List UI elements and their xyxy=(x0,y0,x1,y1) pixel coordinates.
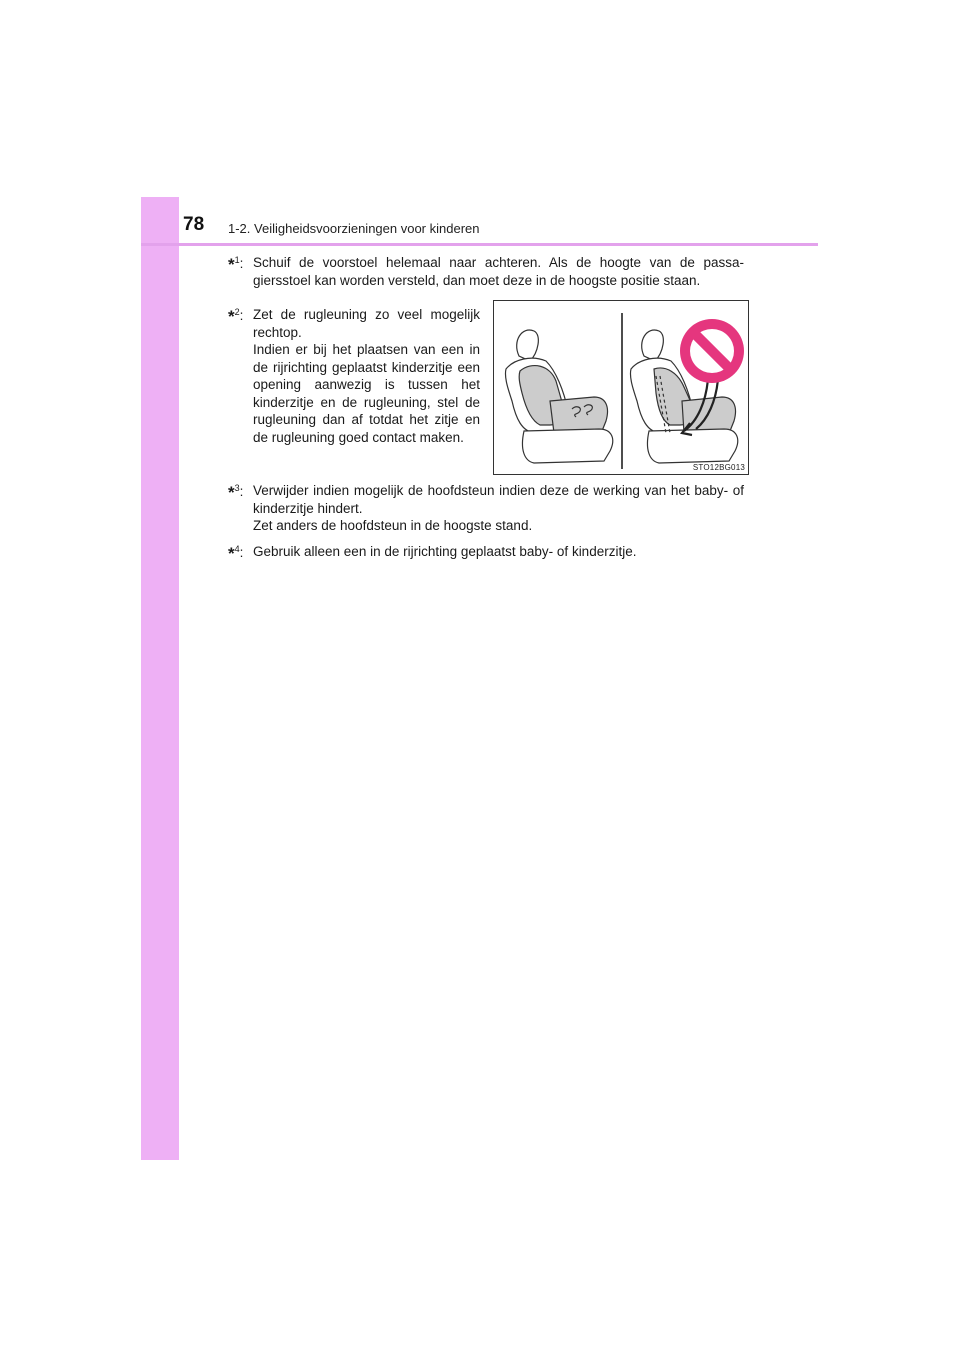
figure-code: STO12BG013 xyxy=(692,463,745,472)
note-2-marker: *$^2$: xyxy=(228,307,244,326)
note-3-text-2: Zet anders de hoofdsteun in de hoogste stand. xyxy=(253,518,533,533)
sidebar-tab xyxy=(141,197,179,1160)
header-divider xyxy=(141,243,818,246)
note-4-marker: *$^4$: xyxy=(228,544,244,563)
note-4 xyxy=(228,543,744,561)
section-title: 1-2. Veiligheidsvoorzieningen voor kinderen xyxy=(228,221,480,236)
note-1-text: Schuif de voorstoel helemaal naar achteren. Als de hoogte van de passa-giersstoel kan worden versteld, dan moet deze in de hoogste positie staan. xyxy=(253,255,744,288)
no-entry-icon xyxy=(680,319,744,383)
note-3-marker: *$^3$: xyxy=(228,483,244,502)
note-2 xyxy=(228,306,480,446)
upright-seat xyxy=(505,330,612,463)
note-2-text-2: Indien er bij het plaatsen van een in de rijrichting geplaatst kinderzitje een opening aanwezig is tussen het kinderzitje en de rugleuning, stel de rugleuning dan af totdat het zitje en de rugleuning goed contact maken. xyxy=(253,342,480,445)
note-3 xyxy=(228,482,744,535)
page-number: 78 xyxy=(183,214,205,235)
seat-illustration xyxy=(493,300,749,475)
seat-drawing xyxy=(494,301,750,476)
note-1 xyxy=(228,254,744,289)
note-2-text-1: Zet de rugleuning zo veel mogelijk rechtop. xyxy=(253,307,480,340)
note-1-marker: *$^1$: xyxy=(228,255,244,274)
note-4-text: Gebruik alleen een in de rijrichting geplaatst baby- of kinderzitje. xyxy=(253,544,637,559)
note-3-text-1: Verwijder indien mogelijk de hoofdsteun indien deze de werking van het baby- of kinderzitje hindert. xyxy=(253,483,744,516)
